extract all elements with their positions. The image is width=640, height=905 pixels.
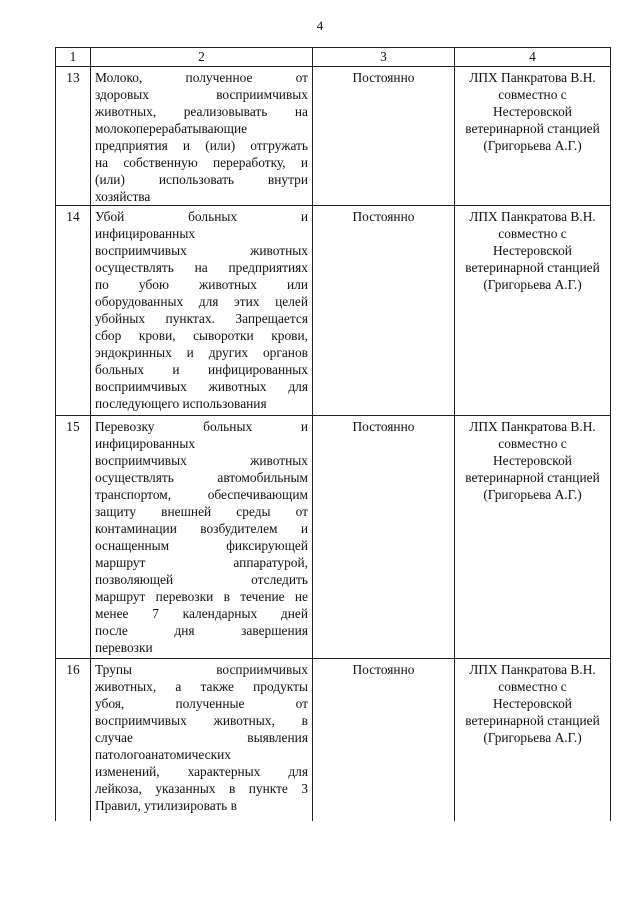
responsible-line: ЛПХ Панкратова В.Н. [469, 419, 596, 434]
responsible-line: (Григорьева А.Г.) [483, 138, 582, 153]
responsible-line: ЛПХ Панкратова В.Н. [469, 662, 596, 677]
description-line: осуществлять автомобильным [95, 470, 308, 485]
description-line: случае выявления [95, 730, 308, 745]
responsible-line: ветеринарной станцией [465, 121, 600, 136]
row-number: 14 [56, 206, 91, 416]
responsible-line: (Григорьева А.Г.) [483, 730, 582, 745]
description-line: Перевозку больных и [95, 419, 308, 434]
responsible-line: ветеринарной станцией [465, 260, 600, 275]
description-line: лейкоза, указанных в пункте 3 [95, 781, 308, 796]
responsible-line: Нестеровской [493, 453, 572, 468]
table-header [56, 48, 611, 67]
responsible-cell [455, 659, 611, 822]
measure-description [91, 67, 313, 206]
description-line: молокоперерабатывающие [95, 121, 248, 136]
description-line: предприятия и (или) отгружать [95, 138, 308, 153]
responsible-line: Нестеровской [493, 104, 572, 119]
description-line: оборудованных для этих целей [95, 294, 308, 309]
responsible-line: совместно с [498, 226, 567, 241]
measures-table [55, 47, 611, 821]
description-line: инфицированных [95, 436, 196, 451]
responsible-line: ЛПХ Панкратова В.Н. [469, 70, 596, 85]
description-line: контаминации возбудителем и [95, 521, 308, 536]
description-line: восприимчивых животных [95, 453, 308, 468]
responsible-line: ЛПХ Панкратова В.Н. [469, 209, 596, 224]
measure-description [91, 659, 313, 822]
table-row [56, 67, 611, 206]
table-row [56, 416, 611, 659]
description-line: последующего использования [95, 396, 267, 411]
responsible-line: Нестеровской [493, 696, 572, 711]
table-row [56, 659, 611, 822]
row-number: 16 [56, 659, 91, 822]
column-header-2: 2 [91, 48, 313, 67]
deadline-cell: Постоянно [313, 416, 455, 659]
description-line: эндокринных и других органов [95, 345, 308, 360]
description-line: животных, а также продукты [95, 679, 308, 694]
description-line: Молоко, полученное от [95, 70, 308, 85]
description-line: патологоанатомических [95, 747, 231, 762]
description-line: больных и инфицированных [95, 362, 308, 377]
responsible-line: ветеринарной станцией [465, 713, 600, 728]
deadline-cell: Постоянно [313, 206, 455, 416]
description-line: животных, реализовывать на [95, 104, 308, 119]
description-line: Правил, утилизировать в [95, 798, 237, 813]
description-line: менее 7 календарных дней [95, 606, 308, 621]
responsible-line: (Григорьева А.Г.) [483, 487, 582, 502]
responsible-line: совместно с [498, 436, 567, 451]
description-line: маршрут перевозки в течение не [95, 589, 308, 604]
description-line: (или) использовать внутри [95, 172, 308, 187]
description-line: на собственную переработку, и [95, 155, 308, 170]
description-line: сбор крови, сыворотки крови, [95, 328, 308, 343]
description-line: оснащенным фиксирующей [95, 538, 308, 553]
description-line: здоровых восприимчивых [95, 87, 308, 102]
deadline-cell: Постоянно [313, 67, 455, 206]
description-line: изменений, характерных для [95, 764, 308, 779]
description-line: восприимчивых животных, в [95, 713, 308, 728]
description-line: транспортом, обеспечивающим [95, 487, 308, 502]
description-line: хозяйства [95, 189, 151, 204]
description-line: Убой больных и [95, 209, 308, 224]
measure-description [91, 416, 313, 659]
description-line: по убою животных или [95, 277, 308, 292]
row-number: 15 [56, 416, 91, 659]
responsible-line: совместно с [498, 87, 567, 102]
measure-description [91, 206, 313, 416]
description-line: позволяющей отследить [95, 572, 308, 587]
description-line: перевозки [95, 640, 153, 655]
responsible-line: ветеринарной станцией [465, 470, 600, 485]
description-line: убоя, полученные от [95, 696, 308, 711]
table-row [56, 206, 611, 416]
description-line: после дня завершения [95, 623, 308, 638]
page-number: 4 [316, 18, 324, 33]
description-line: маршрут аппаратурой, [95, 555, 308, 570]
row-number: 13 [56, 67, 91, 206]
description-line: восприимчивых животных для [95, 379, 308, 394]
responsible-cell [455, 67, 611, 206]
responsible-cell [455, 416, 611, 659]
responsible-line: Нестеровской [493, 243, 572, 258]
description-line: осуществлять на предприятиях [95, 260, 308, 275]
column-header-1: 1 [56, 48, 91, 67]
column-header-3: 3 [313, 48, 455, 67]
responsible-cell [455, 206, 611, 416]
column-header-4: 4 [455, 48, 611, 67]
responsible-line: совместно с [498, 679, 567, 694]
description-line: защиту внешней среды от [95, 504, 308, 519]
responsible-line: (Григорьева А.Г.) [483, 277, 582, 292]
description-line: восприимчивых животных [95, 243, 308, 258]
table-body [56, 67, 611, 822]
description-line: Трупы восприимчивых [95, 662, 308, 677]
description-line: инфицированных [95, 226, 196, 241]
deadline-cell: Постоянно [313, 659, 455, 822]
description-line: убойных пунктах. Запрещается [95, 311, 308, 326]
